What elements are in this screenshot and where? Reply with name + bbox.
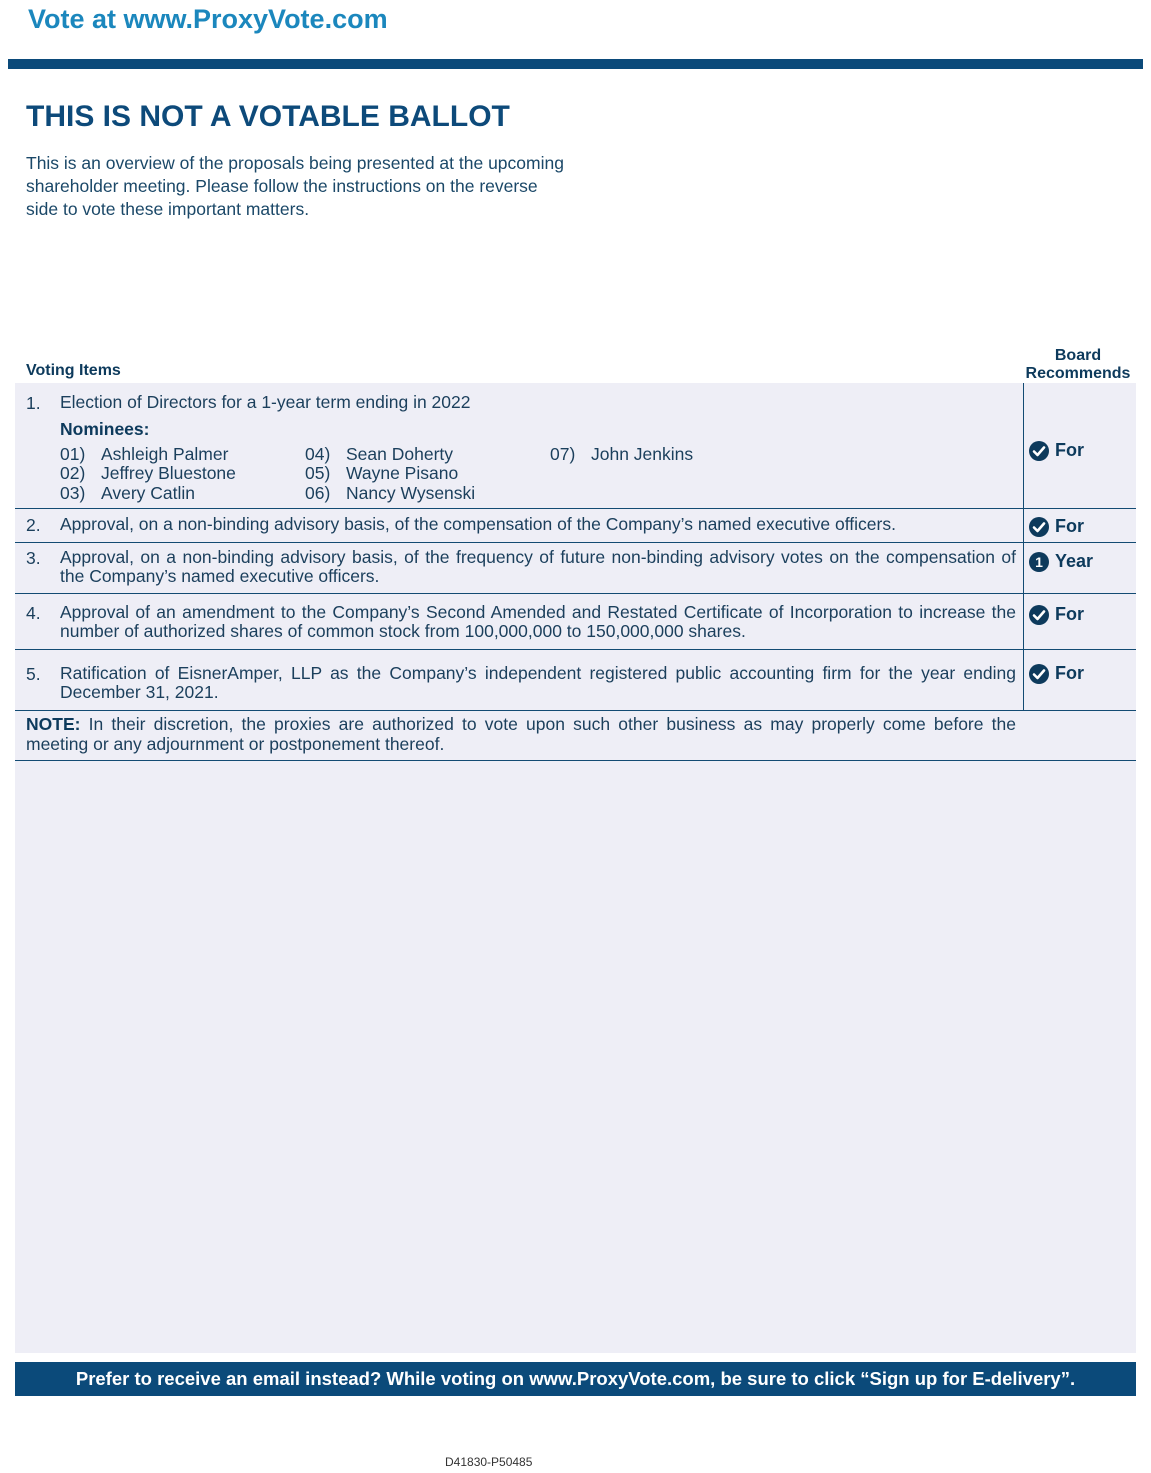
nominee-index: 05)	[305, 463, 331, 483]
recommendation-for	[1029, 440, 1084, 461]
recommendation-for	[1029, 604, 1084, 625]
row-divider	[15, 710, 1136, 711]
nominee-index: 01)	[60, 444, 86, 464]
document-code: D41830-P50485	[445, 1455, 533, 1469]
row-divider	[15, 649, 1136, 650]
vote-url-heading: Vote at www.ProxyVote.com	[28, 4, 388, 34]
recommendation-for	[1029, 516, 1084, 537]
note-label: NOTE:	[26, 714, 81, 734]
board-recommends-header	[1022, 347, 1134, 383]
page-title: THIS IS NOT A VOTABLE BALLOT	[26, 100, 510, 133]
row-divider	[15, 593, 1136, 594]
nominee	[305, 463, 458, 484]
nominee	[305, 483, 475, 504]
nominee	[550, 444, 693, 465]
nominee-name: Wayne Pisano	[346, 463, 459, 483]
nominee	[60, 463, 236, 484]
nominee-index: 02)	[60, 463, 86, 483]
row-divider	[15, 760, 1136, 761]
note-paragraph	[26, 714, 1016, 754]
check-circle-icon	[1029, 605, 1049, 625]
item-text: Ratification of EisnerAmper, LLP as the Company’s independent registered public accounting firm for the year ending December 31, 2021.	[60, 663, 1016, 702]
edelivery-banner: Prefer to receive an email instead? While voting on www.ProxyVote.com, be sure to click “Sign up for E-delivery”.	[15, 1362, 1136, 1396]
recommendation-for	[1029, 663, 1084, 684]
nominee-name: Nancy Wysenski	[346, 483, 476, 503]
recommendation-one-year	[1029, 551, 1093, 572]
nominee-index: 04)	[305, 444, 331, 464]
nominee-name: Avery Catlin	[101, 483, 196, 503]
nominee-index: 03)	[60, 483, 86, 503]
item-number: 4.	[26, 603, 41, 623]
item-number: 2.	[26, 515, 41, 535]
board-recommends-line1: Board	[1054, 347, 1102, 364]
row-divider	[15, 508, 1136, 509]
item-number: 5.	[26, 664, 41, 684]
nominee	[305, 444, 453, 465]
item-text: Election of Directors for a 1-year term ending in 2022	[60, 392, 471, 412]
nominee-name: Jeffrey Bluestone	[101, 463, 236, 483]
recommendation-label: For	[1055, 516, 1084, 536]
recommendation-label: For	[1055, 663, 1084, 683]
number-one-circle-icon	[1029, 552, 1049, 572]
intro-paragraph: This is an overview of the proposals being presented at the upcoming shareholder meeting. Please follow the instructions on the reverse side to vote these important matters.	[26, 153, 564, 219]
recommendation-label: Year	[1055, 551, 1094, 571]
column-divider	[1023, 383, 1024, 710]
number-one-glyph: 1	[1035, 553, 1043, 570]
nominee-name: Sean Doherty	[346, 444, 454, 464]
voting-items-header: Voting Items	[26, 362, 121, 379]
nominee-name: Ashleigh Palmer	[101, 444, 229, 464]
nominee-name: John Jenkins	[591, 444, 694, 464]
recommendation-label: For	[1055, 440, 1084, 460]
board-recommends-line2: Recommends	[1025, 365, 1131, 382]
nominee-index: 06)	[305, 483, 331, 503]
item-text: Approval, on a non-binding advisory basis, of the compensation of the Company’s named executive officers.	[60, 514, 896, 534]
item-number: 1.	[26, 393, 41, 413]
item-text: Approval, on a non-binding advisory basis, of the frequency of future non-binding advisory votes on the compensation of the Company’s named executive officers.	[60, 547, 1016, 586]
item-number: 3.	[26, 548, 41, 568]
row-divider	[15, 542, 1136, 543]
nominee-index: 07)	[550, 444, 576, 464]
item-text: Approval of an amendment to the Company’s Second Amended and Restated Certificate of Incorporation to increase the number of authorized shares of common stock from 100,000,000 to 150,000,000 shares.	[60, 602, 1016, 641]
check-circle-icon	[1029, 441, 1049, 461]
check-circle-icon	[1029, 517, 1049, 537]
nominee	[60, 444, 228, 465]
nominee	[60, 483, 195, 504]
nominees-label: Nominees:	[60, 419, 150, 439]
note-text: In their discretion, the proxies are authorized to vote upon such other business as may properly come before the meeting or any adjournment or postponement thereof.	[26, 714, 1016, 754]
header-divider	[8, 59, 1143, 69]
check-circle-icon	[1029, 664, 1049, 684]
recommendation-label: For	[1055, 604, 1084, 624]
